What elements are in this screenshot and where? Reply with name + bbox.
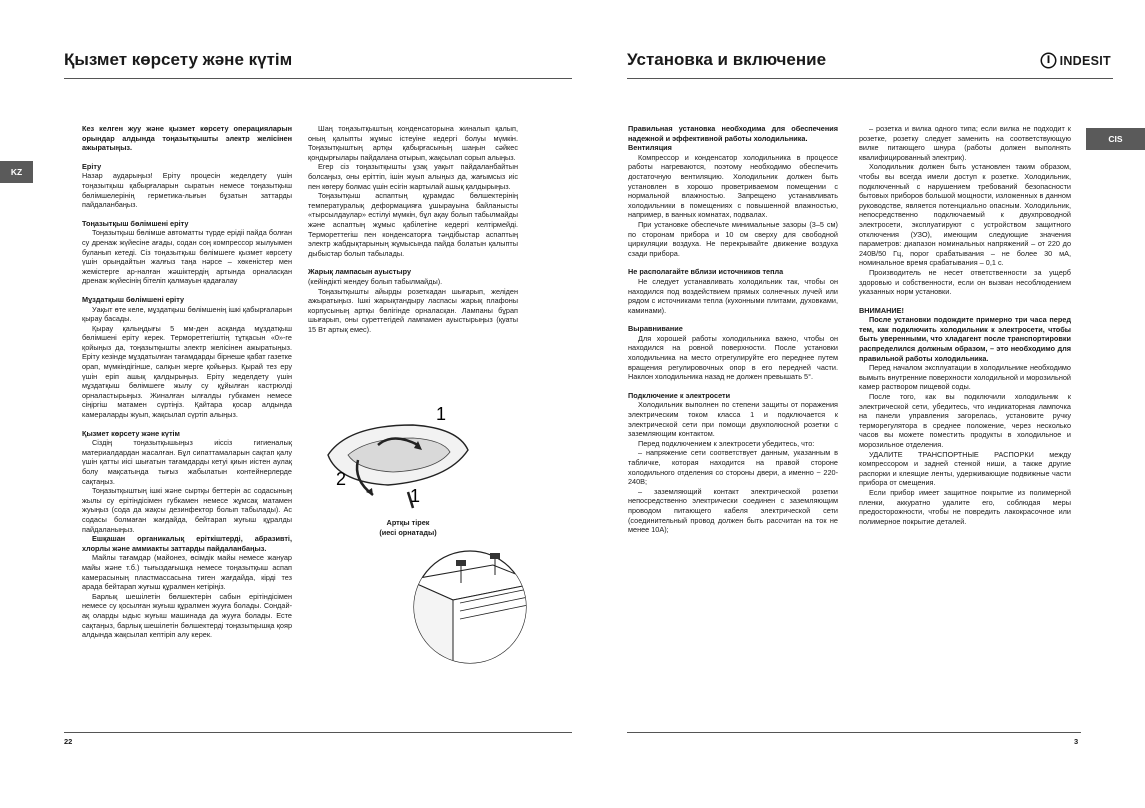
left-page-title: Қызмет көрсету және күтім [64, 50, 293, 69]
left-page-number: 22 [64, 737, 73, 746]
paragraph-electrical-3: – напряжение сети соответствует данным, указанным в табличке, которая находится на правой стороне холодильного отделения со стороны двери, а именно ~ 220-240В; [628, 448, 838, 487]
heading-freezer-defrost: Мұздатқыш бөлімшені еріту [82, 294, 185, 304]
heading-leveling: Выравнивание [628, 324, 683, 334]
paragraph-electrical-2: Перед подключением к электросети убедитесь, что: [638, 438, 815, 448]
paragraph-service-1: Сіздің тоңазытқышыңыз иіссіз гигиеналық материалдардан жасалған. Бұл сипаттамаларын сақтап қалу үшін қатты иісі шығатын тағамдарды кетуі қиын иістен аулақ болу мақсатында тығыз жабылатын контейнерлерде сақтаңыз. [82, 438, 292, 486]
heading-lamp-sub: (кейіндікті жендеу болып табылмайды). [308, 276, 443, 286]
left-footer-rule [64, 732, 572, 733]
paragraph-cleaning: Перед началом эксплуатации в холодильнике необходимо вымыть внутренние поверхности холодильной и морозильной камер раствором пищевой соды. [859, 363, 1071, 392]
paragraph-installation-safety: Холодильник должен быть установлен таким образом, чтобы вы всегда имели доступ к розетке. Холодильник, подключенный с нарушением требований безопасности бытовых приборов большой мощности, изложенных в данном руководстве, является потенциально опасным. Холодильник, непосредственно подключаемый к двухпроводной электросети, эксплуатируют с устройством защитного отключения (УЗО), имеющим следующие значения параметров: диапазон номинальных напряжений – от 220 до 240В/50 Гц, порог срабатывания – не более 30 мА, номинальное время срабатывания – 0,1 с. [859, 162, 1071, 268]
heading-service: Қызмет көрсету және күтім [82, 428, 180, 438]
paragraph-transport-spacers: УДАЛИТЕ ТРАНСПОРТНЫЕ РАСПОРКИ между компрессором и задней стенкой ниши, а также другие распорки и клеящие ленты, удерживающие подвижные части прибора от смещения. [859, 449, 1071, 488]
spacer-part-2 [490, 553, 500, 559]
paragraph-protective-film: Если прибор имеет защитное покрытие из полимерной пленки, аккуратно удалите его, соблюдая меры предосторожности, чтобы не повредить лакокрасочное или полимерное покрытие деталей. [859, 487, 1071, 526]
heading-fridge-defrost: Тоңазытқыш бөлімшені еріту [82, 218, 189, 228]
paragraph-defrost: Назар аударыңыз! Еріту процесін жеделдету үшін тоңазытқыш қабырғаларын сыратын немесе тоңазытқыш бөлімшелерінің герметика-лығын бұзатын заттарды пайдаланбаңыз. [82, 171, 292, 210]
paragraph-long-absence: Егер сіз тоңазытқышты ұзақ уақыт пайдаланбайтын болсаңыз, оны еріттіп, ішін жуып алыңыз да, жағымсыз иіс пен көгеру болмас үшін есігін жартылай ашық қалдырыңыз. [308, 162, 518, 191]
paragraph-electrical-4: – заземляющий контакт электрической розетки непосредственно электрически соединен с заземляющим проводом питающего кабеля электрической сети (соединительный провод должен быть рассчитан на ток не менее 10А); [628, 486, 838, 535]
spacer-part-1 [456, 560, 466, 566]
paragraph-ventilation-1: Компрессор и конденсатор холодильника в процессе работы нагреваются, поэтому необходимо обеспечить достаточную вентиляцию. Холодильник должен быть установлен в хорошо проветриваемом помещении с нормальной влажностью. Запрещено устанавливать холодильники в помещениях с повышенной влажностью, например, в ванных комнатах, подвалах. [628, 152, 838, 220]
paragraph-service-warning: Ешқашан органикалық еріткіштерді, абразивті, хлорлы және аммиакты заттарды пайдаланбаңыз. [82, 534, 292, 553]
heading-electrical: Подключение к электросети [628, 390, 731, 400]
indesit-logo-text: INDESIT [1059, 53, 1111, 68]
paragraph-service-4: Барлық шешілетін бөлшектерін сабын ерітіндісімен немесе су қосылған жуғыш құралмен жууға болады. Сондай-ақ оларды ыдыс жуғыш машинада да жууға болады. Есте сақтаңыз, барлық шешілетін бөлшектерді тоңазытқышқа қояр алдында жақсылап кептіріп алу керек. [82, 591, 292, 640]
right-column-2 [859, 124, 1071, 526]
paragraph-service-2: Тоңазытқыштың ішкі және сыртқы беттерін ас содасының жылы су ерітіндісімен губкамен немесе жұмсақ матамен жуыңыз (сода да жақсы дезинфектор болып табылады). Ас содасы болмаған жағдайда, бейтарап жуғыш құралды пайдаланыңыз. [82, 486, 292, 534]
heading-defrost: Еріту [82, 161, 102, 171]
kz-language-tab: KZ [0, 161, 33, 183]
paragraph-leveling: Для хорошей работы холодильника важно, чтобы он находился на ровной поверхности. После установки холодильника на место отрегулируйте его переднее путем вращения регулировочных опор в его передней части. Наклон холодильника назад не должен превышать 5°. [628, 333, 838, 382]
paragraph-service-3: Майлы тағамдар (майонез, өсімдік майы немесе жануар майы және т.б.) тығыздағышқа немесе тоңазытқыш аспап камерасының пластмассасына тиген жағдайда, кірді тез арада бейтарап жуғыш құралмен кетіріңіз. [82, 553, 292, 592]
left-column-2 [308, 124, 518, 334]
intro-warning: Кез келген жуу және қызмет көрсету операцияларын орындар алдында тоңазытқышты электр желісінен ажыратыңыз. [82, 124, 292, 153]
lamp-step-label-2: 2 [336, 469, 347, 489]
right-page [573, 0, 1145, 808]
rear-spacer-caption-line2: (иесі орнатады) [379, 527, 437, 537]
right-page-number: 3 [1074, 737, 1079, 746]
paragraph-noises: Тоңазытқыш аспаптың құрамдас бөлшектерінің температуралық деформацияға ұшырауына байланысты «тырсылдаулар» естілуі мүмкін, бұл ақау болып табылмайды және аспаптың жұмыс қабілетіне кедергі келтірмейді. Термореттегіш пен конденсаторға тәндібыстар аспаптың электр жабдықтарының жұмысында пайда болатын қалыпты дыбыстар болып табылады. [308, 191, 518, 258]
paragraph-socket: – розетка и вилка одного типа; если вилка не подходит к розетке, розетку следует заменить на соответствующую вилке питающего шнура (работы должен выполнять квалифицированный электрик). [859, 124, 1071, 162]
indesit-logo [1040, 52, 1111, 69]
paragraph-liability: Производитель не несет ответственности за ущерб здоровью и собственности, если он вызван несоблюдением указанных норм установки. [859, 267, 1071, 297]
lamp-replacement-illustration [318, 400, 488, 510]
cis-language-tab: CIS [1086, 128, 1145, 150]
right-page-title: Установка и включение [627, 50, 827, 69]
heading-attention: ВНИМАНИЕ! [859, 305, 904, 315]
paragraph-dust: Шаң тоңазытқыштың конденсаторына жиналып қалып, оның қалыпты жұмыс істеуіне кедергі болуы мүмкін. Тоңазытқыштың артқы қабырғасының шаңын сәйкес қондырғылары пайдалана отырып, жақсылап сорып алыңыз. [308, 124, 518, 162]
left-column-1 [82, 124, 292, 640]
paragraph-startup: После того, как вы подключили холодильник к электрической сети, убедитесь, что индикаторная лампочка на панели управления загорелась, установите ручку терморегулятора в среднее положение, через несколько часов вы можете поместить продукты в холодильное и морозильное отделения. [859, 392, 1071, 449]
paragraph-freezer-1: Уақыт өте келе, мұздатқыш бөлімшенің ішкі қабырғаларын қырау басады. [82, 304, 292, 324]
right-column-1 [628, 124, 838, 535]
paragraph-heat-sources: Не следует устанавливать холодильник так, чтобы он находился под воздействием прямых солнечных лучей или рядом с источниками тепла (кухонными плитами, духовками, каминами). [628, 276, 838, 315]
indesit-logo-icon [1040, 52, 1057, 69]
left-page [0, 0, 572, 808]
left-title-rule [64, 78, 572, 79]
paragraph-attention: После установки подождите примерно три часа перед тем, как подключить холодильник к электросети, чтобы быть уверенными, что хладагент после транспортировки распределился должным образом, – это необходимо для правильной работы холодильника. [859, 315, 1071, 363]
rear-spacer-illustration [398, 545, 543, 665]
right-title-rule [627, 78, 1113, 79]
paragraph-electrical-1: Холодильник выполнен по степени защиты от поражения электрическим током класса 1 и подключается к электрической сети при помощи двухполюсной розетки с заземляющим контактом. [628, 400, 838, 439]
lamp-step-label-1b: 1 [410, 486, 421, 506]
lamp-step-label-1: 1 [436, 404, 447, 424]
paragraph-ventilation-2: При установке обеспечьте минимальные зазоры (3–5 см) по сторонам прибора и 10 см сверху для свободной циркуляции воздуха. Не перекрывайте движение воздуха сзади прибора. [628, 219, 838, 258]
heading-lamp: Жарық лампасын ауыстыру [308, 267, 412, 277]
rear-spacer-caption-line1: Артқы тірек [386, 518, 430, 527]
paragraph-lamp: Тоңазытқышты айырды розеткадан шығарып, желіден ажыратыңыз. Ішкі жарықтандыру ласпасы жарық плафоны корпусының артқы бөлігінде орналасқан. Лампаны бұрап шығарып, оны суреттегідей лампамен ауыстырыңыз (қуаты 15 Вт артық емес). [308, 286, 518, 334]
paragraph-fridge-defrost: Тоңазытқыш бөлімше автоматты түрде ерідіі пайда болған су дренаж жүйесіне ағады, содан соң компрессор жылуымен буланып кетеді. Сіз тоңазытқыш бөлімшеге қызмет көрсету үшін орындайтын жалғыз таңа нәрсе – хөкеністер мен жемістерге ар-налған жәшіктердің артында орналасқан дренаж жүйесінің бітеліп қалмауын қадағалау [82, 228, 292, 286]
right-footer-rule [627, 732, 1081, 733]
rear-spacer-caption [355, 518, 461, 537]
paragraph-freezer-2: Қырау қалыңдығы 5 мм-ден асқанда мұздатқыш бөлімшені еріту керек. Термореттегіштің тұтқасын «0»-ге қойыңыз да, тоңазытқышты электр желісінен ажыратыңыз. Еріту кезінде мұздатылған тағамдарды бірнеше қабат газетке орап, мүмкіндігінше, салқын жерге қойыңыз. Қырай тез еру үшін еріп ашық қалдырыңыз. Еріту жеделдету үшін мұздатқыш бөлімшеге жылу су құйылған кастрюлді орналастырыңыз. Жиналған ылғалды губкамен немесе сіңіргіш матамен сүртіңіз. Қайтара қосар алдында камераларды жуып, жақсылап сүртіп алыңыз. [82, 323, 292, 420]
heading-heat-sources: Не располагайте вблизи источников тепла [628, 267, 784, 277]
heading-ventilation: Вентиляция [628, 143, 672, 153]
install-intro: Правильная установка необходима для обеспечения надежной и эффективной работы холодильника. [628, 124, 838, 143]
